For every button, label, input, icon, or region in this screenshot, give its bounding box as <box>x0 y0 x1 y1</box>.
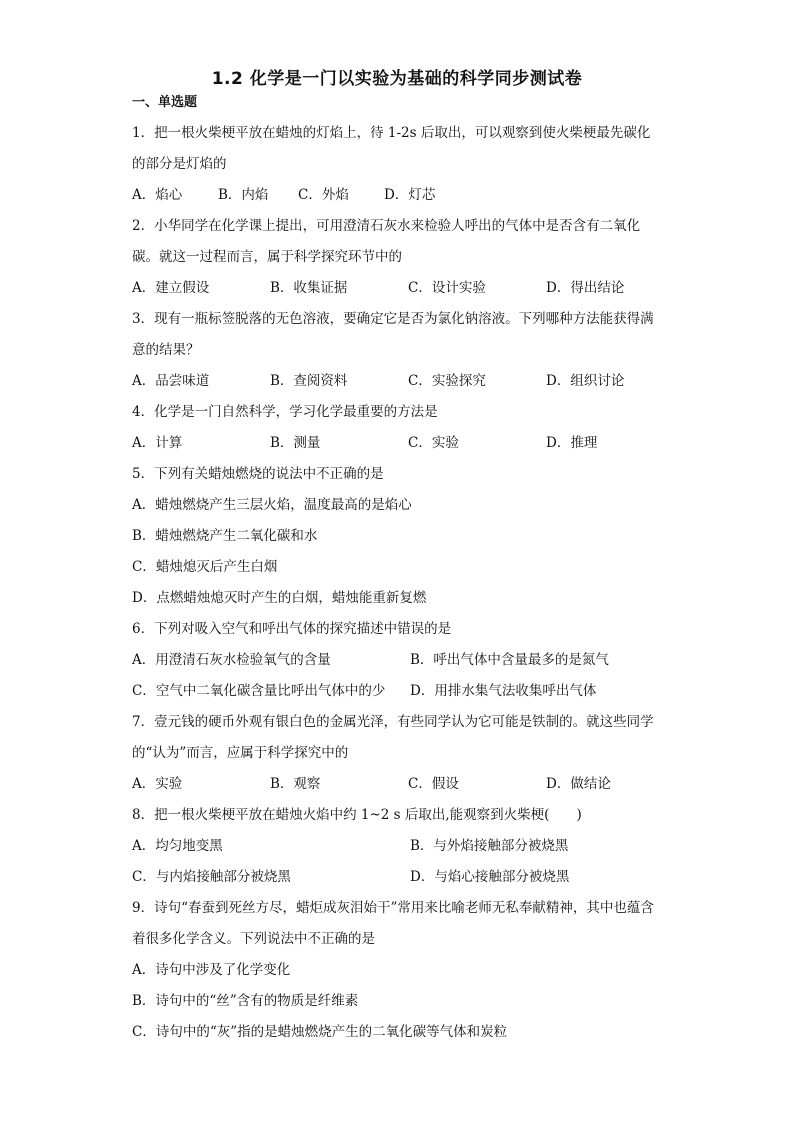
options-grid <box>132 831 662 893</box>
options-column <box>132 955 662 1048</box>
option-d: D．做结论 <box>546 776 611 792</box>
option-c: C．假设 <box>408 776 459 792</box>
question-5 <box>132 459 662 614</box>
option-c: C．诗句中的“灰”指的是蜡烛燃烧产生的二氧化碳等气体和炭粒 <box>132 1024 508 1040</box>
options-row <box>132 428 662 459</box>
option-d: D．灯芯 <box>384 187 436 203</box>
option-b: B．收集证据 <box>270 280 348 296</box>
option-c: C．空气中二氧化碳含量比呼出气体中的少 <box>132 683 386 699</box>
option-a: A．实验 <box>132 776 183 792</box>
options-column <box>132 490 662 614</box>
option-d: D．组织讨论 <box>546 373 625 389</box>
options-row <box>132 366 662 397</box>
option-d: D．推理 <box>546 435 598 451</box>
option-c: C．实验 <box>408 435 459 451</box>
exam-page <box>132 68 662 1048</box>
option-b: B．查阅资料 <box>270 373 348 389</box>
option-b: B．观察 <box>270 776 321 792</box>
question-text: 1．把一根火柴梗平放在蜡烛的灯焰上，待 1-2s 后取出，可以观察到使火柴梗最先碳化的部分是灯焰的 <box>132 125 651 172</box>
option-a: A．诗句中涉及了化学变化 <box>132 962 291 978</box>
question-text: 9．诗句“春蚕到死丝方尽，蜡炬成灰泪始干”常用来比喻老师无私奉献精神，其中也蕴含着很多化学含义。下列说法中不正确的是 <box>132 900 654 947</box>
option-b: B．蜡烛燃烧产生二氧化碳和水 <box>132 528 318 544</box>
options-row <box>132 180 464 211</box>
option-b: B．内焰 <box>218 187 269 203</box>
question-4 <box>132 397 662 459</box>
option-d: D．用排水集气法收集呼出气体 <box>410 683 597 699</box>
option-d: D．点燃蜡烛熄灭时产生的白烟，蜡烛能重新复燃 <box>132 590 427 606</box>
question-text: 6．下列对吸入空气和呼出气体的探究描述中错误的是 <box>132 621 452 637</box>
question-6 <box>132 614 662 707</box>
question-text: 2．小华同学在化学课上提出，可用澄清石灰水来检验人呼出的气体中是否含有二氧化碳。就这一过程而言，属于科学探究环节中的 <box>132 218 641 265</box>
question-text: 4．化学是一门自然科学，学习化学最重要的方法是 <box>132 404 438 420</box>
option-a: A．品尝味道 <box>132 373 210 389</box>
option-d: D．得出结论 <box>546 280 625 296</box>
option-c: C．外焰 <box>298 187 349 203</box>
option-d: D．与焰心接触部分被烧黑 <box>410 869 570 885</box>
question-1 <box>132 118 662 211</box>
option-c: C．设计实验 <box>408 280 486 296</box>
option-a: A．均匀地变黑 <box>132 838 223 854</box>
option-c: C．实验探究 <box>408 373 486 389</box>
option-b: B．诗句中的“丝”含有的物质是纤维素 <box>132 993 359 1009</box>
options-grid <box>132 645 662 707</box>
question-8 <box>132 800 662 893</box>
question-7 <box>132 707 662 800</box>
option-a: A．建立假设 <box>132 280 210 296</box>
option-c: C．与内焰接触部分被烧黑 <box>132 869 291 885</box>
question-2 <box>132 211 662 304</box>
options-row <box>132 273 662 304</box>
option-a: A．用澄清石灰水检验氧气的含量 <box>132 652 331 668</box>
question-9 <box>132 893 662 1048</box>
option-b: B．与外焰接触部分被烧黑 <box>410 838 569 854</box>
options-row <box>132 769 662 800</box>
page-title: 1.2 化学是一门以实验为基础的科学同步测试卷 <box>211 69 583 89</box>
option-a: A．计算 <box>132 435 183 451</box>
option-c: C．蜡烛熄灭后产生白烟 <box>132 559 278 575</box>
section-heading: 一、单选题 <box>132 95 198 110</box>
question-text: 7．壹元钱的硬币外观有银白色的金属光泽，有些同学认为它可能是铁制的。就这些同学的“认为”而言，应属于科学探究中的 <box>132 714 654 761</box>
question-text: 3．现有一瓶标签脱落的无色溶液，要确定它是否为氯化钠溶液。下列哪种方法能获得满意的结果？ <box>132 311 654 358</box>
question-3 <box>132 304 662 397</box>
option-a: A．蜡烛燃烧产生三层火焰，温度最高的是焰心 <box>132 497 412 513</box>
option-a: A．焰心 <box>132 187 183 203</box>
question-text: 5．下列有关蜡烛燃烧的说法中不正确的是 <box>132 466 384 482</box>
option-b: B．呼出气体中含量最多的是氮气 <box>410 652 609 668</box>
option-b: B．测量 <box>270 435 321 451</box>
question-text: 8．把一根火柴梗平放在蜡烛火焰中约 1~2 s 后取出,能观察到火柴梗( ) <box>132 807 582 823</box>
